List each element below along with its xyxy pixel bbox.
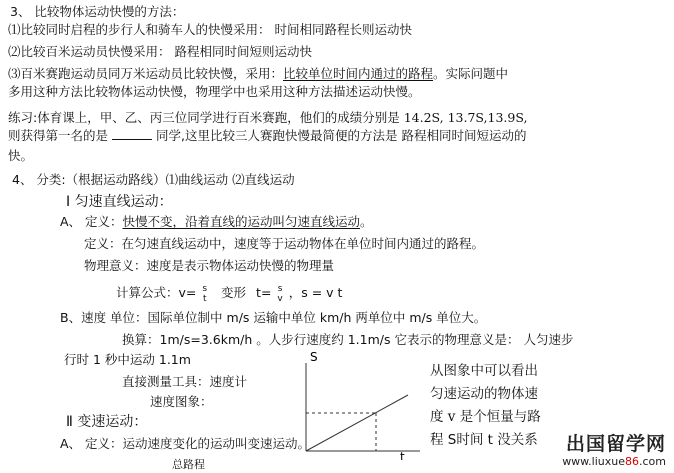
- method-2-label: ⑵比较百米运动员快慢采用：: [8, 44, 171, 59]
- conversion-text: 换算：1m/s=3.6km/h 。人步行速度约 1.1m/s 它表示的物理意义是：: [122, 332, 520, 347]
- speed-unit-line: B、速度 单位：国际单位制中 m/s 运输中单位 km/h 两单位中 m/s 单位大。: [60, 310, 487, 325]
- graph-note-line: 从图象中可以看出: [430, 363, 538, 379]
- def-2-line: [84, 236, 484, 252]
- exercise-line-1: [8, 110, 527, 126]
- fraction-numerator: s: [202, 283, 208, 294]
- graph-note-line: 程 S时间 t 没关系: [430, 432, 538, 448]
- x-axis-label: t: [400, 450, 405, 460]
- s-t-graph: [296, 345, 426, 464]
- fraction-numerator: s: [277, 283, 283, 294]
- measure-tool-label: 直接测量工具：: [122, 374, 210, 389]
- method-1-answer: 时间相同路程长则运动快: [274, 22, 413, 37]
- def-a-text: 快慢不变，沿着直线的运动叫匀速直线运动: [122, 214, 361, 229]
- watermark-url-prefix: www.liuxue: [562, 455, 625, 468]
- phys-meaning-label: 物理意义：: [84, 258, 147, 273]
- method-3-answer: 比较单位时间内通过的路程: [283, 66, 434, 81]
- method-3-tail: 。实际问题中: [433, 66, 509, 81]
- section-3-heading: 3、 比较物体运动快慢的方法：: [10, 4, 185, 19]
- def-2-text: 在匀速直线运动中，速度等于运动物体在单位时间内通过的路程。: [121, 236, 485, 251]
- formula-line: [116, 282, 342, 304]
- def-a-line: [60, 214, 373, 230]
- watermark-url: [562, 455, 666, 469]
- graph-note: [430, 360, 541, 452]
- measure-tool-line: [122, 374, 247, 390]
- exercise-first-prefix: 则获得第一名的是: [8, 128, 109, 143]
- def-a-label: A、 定义：: [60, 214, 123, 229]
- measure-tool-answer: 速度计: [209, 374, 248, 389]
- graph-note-line: 匀速运动的物体速: [430, 386, 538, 402]
- method-3-label: ⑶百米赛跑运动员同万米运动员比较快慢，采用：: [8, 66, 284, 81]
- method-3-line2: 多用这种方法比较物体运动快慢，物理学中也采用这种方法描述运动快慢。: [8, 84, 421, 99]
- exercise-scores: 14.2S, 13.7S,13.9S,: [403, 110, 528, 125]
- method-2-answer: 路程相同时间短则运动快: [174, 44, 313, 59]
- s-t-graph-svg: [296, 345, 426, 460]
- formula-deform: 变形: [221, 285, 247, 300]
- conversion-continued: 行时 1 秒中运动 1.1m: [64, 352, 191, 367]
- conversion-answer: 人匀速步: [523, 332, 574, 347]
- exercise-method-answer: 路程相同时间短运动的: [401, 128, 527, 143]
- phys-meaning-text: 速度是表示物体运动快慢的物理量: [146, 258, 335, 273]
- s-t-line: [306, 395, 408, 451]
- fraction-denominator: v: [277, 293, 283, 304]
- method-1: [8, 22, 412, 38]
- fraction-s-over-v: [277, 284, 282, 304]
- fraction-denominator: t: [202, 293, 207, 304]
- phys-meaning-line: [84, 258, 334, 274]
- method-2: [8, 44, 312, 60]
- method-3: [8, 66, 508, 82]
- fraction-s-over-t: [202, 284, 207, 304]
- formula-s: ，s = v t: [288, 285, 343, 300]
- watermark-site-name: 出国留学网: [565, 433, 666, 455]
- formula-label: 计算公式：v=: [116, 285, 197, 300]
- variable-motion-title: Ⅱ 变速运动：: [66, 414, 148, 430]
- graph-note-line: 度 v 是个恒量与路: [430, 409, 541, 425]
- watermark-url-suffix: .com: [639, 455, 666, 468]
- def-variable-line: [60, 436, 310, 452]
- exercise-line-3: 快。: [8, 148, 34, 163]
- def-variable-text: 运动速度变化的运动叫变速运动。: [122, 436, 311, 451]
- uniform-motion-title: Ⅰ 匀速直线运动：: [66, 194, 173, 210]
- section-4-heading: 4、 分类:（根据运动路线）⑴曲线运动 ⑵直线运动: [12, 172, 295, 187]
- exercise-question: 练习:体育课上，甲、乙、丙三位同学进行百米赛跑，他们的成绩分别是: [8, 110, 400, 125]
- def-a-end: 。: [360, 214, 373, 229]
- method-1-label: ⑴比较同时启程的步行人和骑车人的快慢采用：: [8, 22, 271, 37]
- exercise-method-prefix: 同学,这里比较三人赛跑快慢最简便的方法是: [155, 128, 398, 143]
- answer-blank: [112, 139, 152, 140]
- speed-graph-label: 速度图象：: [150, 394, 213, 409]
- formula-t: t=: [256, 285, 272, 300]
- watermark-url-number: 86: [625, 455, 639, 468]
- exercise-line-2: [8, 128, 526, 144]
- watermark: [562, 433, 666, 469]
- def-variable-label: A、 定义：: [60, 436, 123, 451]
- total-path-label: 总路程: [172, 458, 205, 471]
- def-2-label: 定义：: [84, 236, 122, 251]
- y-axis-label: S: [310, 350, 318, 364]
